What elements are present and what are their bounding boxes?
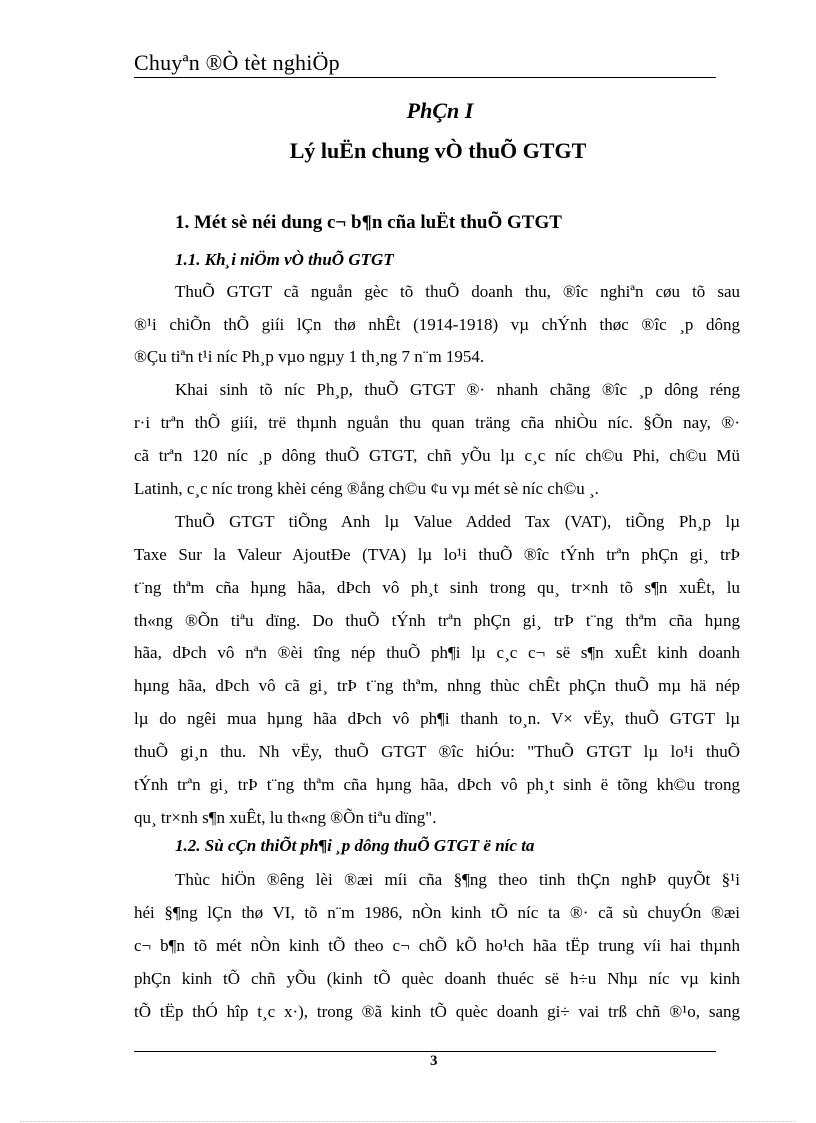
part-title: PhÇn I [406, 98, 474, 123]
paragraph-line: qu¸ tr×nh s¶n xuÊt, lu th«ng ®Õn tiªu dïng". [134, 808, 437, 827]
paragraph-line: tÝnh trªn gi¸ trÞ t¨ng thªm cña hµng hãa, dÞch vô ph¸t sinh ë tõng kh©u trong [134, 775, 740, 794]
paragraph-line: th«ng ®Õn tiªu dïng. Do thuÕ tÝnh trªn phÇn gi¸ trÞ t¨ng thªm cña hµng [134, 611, 740, 630]
paragraph-line: héi §¶ng lÇn thø VI, tõ n¨m 1986, nÒn kinh tÕ níc ta ®· cã sù chuyÓn ®æi [134, 903, 740, 922]
paragraph-line: ®Çu tiªn t¹i níc Ph¸p vµo ngµy 1 th¸ng 7 n¨m 1954. [134, 347, 485, 366]
section-heading: 1. Mét sè néi dung c¬ b¶n cña luËt thuÕ GTGT [175, 212, 562, 233]
paragraph-line: phÇn kinh tÕ chñ yÕu (kinh tÕ quèc doanh thuéc së h÷u Nhµ níc vµ kinh [134, 969, 740, 988]
running-header: Chuyªn ®Ò tèt nghiÖp [134, 50, 340, 75]
paragraph-line: tÕ tËp thÓ hîp t¸c x·), trong ®ã kinh tÕ quèc doanh gi÷ vai trß chñ ®¹o, sang [134, 1002, 740, 1021]
paragraph-line: Latinh, c¸c níc trong khèi céng ®ång ch©u ¢u vµ mét sè níc ch©u ¸. [134, 479, 599, 498]
paragraph-line: ®¹i chiÕn thÕ giíi lÇn thø nhÊt (1914-1918) vµ chÝnh thøc ®îc ¸p dông [134, 315, 740, 334]
page-number: 3 [430, 1053, 438, 1069]
paragraph-line: Thùc hiÖn ®êng lèi ®æi míi cña §¶ng theo tinh thÇn nghÞ quyÕt §¹i [175, 870, 740, 889]
subsection-heading-1-2: 1.2. Sù cÇn thiÕt ph¶i ¸p dông thuÕ GTGT ë níc ta [175, 836, 535, 855]
footer-rule [134, 1051, 716, 1052]
paragraph-line: hãa, dÞch vô nªn ®èi tîng nép thuÕ ph¶i lµ c¸c c¬ së s¶n xuÊt kinh doanh [134, 643, 740, 662]
paragraph-line: thuÕ gi¸n thu. Nh vËy, thuÕ GTGT ®îc hiÓu: "ThuÕ GTGT lµ lo¹i thuÕ [134, 742, 740, 761]
paragraph-line: c¬ b¶n tõ mét nÒn kinh tÕ theo c¬ chÕ kÕ ho¹ch hãa tËp trung víi hai thµnh [134, 936, 740, 955]
paragraph-line: ThuÕ GTGT cã nguån gèc tõ thuÕ doanh thu, ®îc nghiªn cøu tõ sau [175, 282, 740, 301]
paragraph-line: Khai sinh tõ níc Ph¸p, thuÕ GTGT ®· nhanh chãng ®îc ¸p dông réng [175, 380, 740, 399]
paragraph-line: ThuÕ GTGT tiÕng Anh lµ Value Added Tax (VAT), tiÕng Ph¸p lµ [175, 512, 740, 531]
page-bottom-border [20, 1121, 796, 1122]
header-rule [134, 77, 716, 78]
paragraph-line: r·i trªn thÕ giíi, trë thµnh nguån thu quan träng cña nhiÒu níc. §Õn nay, ®· [134, 413, 740, 432]
subsection-heading-1-1: 1.1. Kh¸i niÖm vÒ thuÕ GTGT [175, 250, 394, 269]
paragraph-line: cã trªn 120 níc ¸p dông thuÕ GTGT, chñ yÕu lµ c¸c níc ch©u Phi, ch©u Mü [134, 446, 740, 465]
chapter-title: Lý luËn chung vÒ thuÕ GTGT [289, 138, 587, 163]
paragraph-line: hµng hãa, dÞch vô cã gi¸ trÞ t¨ng thªm, nhng thùc chÊt phÇn thuÕ mµ hä nép [134, 676, 740, 695]
paragraph-line: Taxe Sur la Valeur AjoutÐe (TVA) lµ lo¹i thuÕ ®îc tÝnh trªn phÇn gi¸ trÞ [134, 545, 740, 564]
paragraph-line: t¨ng thªm cña hµng hãa, dÞch vô ph¸t sinh trong qu¸ tr×nh tõ s¶n xuÊt, lu [134, 578, 740, 597]
paragraph-line: lµ do ngêi mua hµng hãa dÞch vô ph¶i thanh to¸n. V× vËy, thuÕ GTGT lµ [134, 709, 740, 728]
